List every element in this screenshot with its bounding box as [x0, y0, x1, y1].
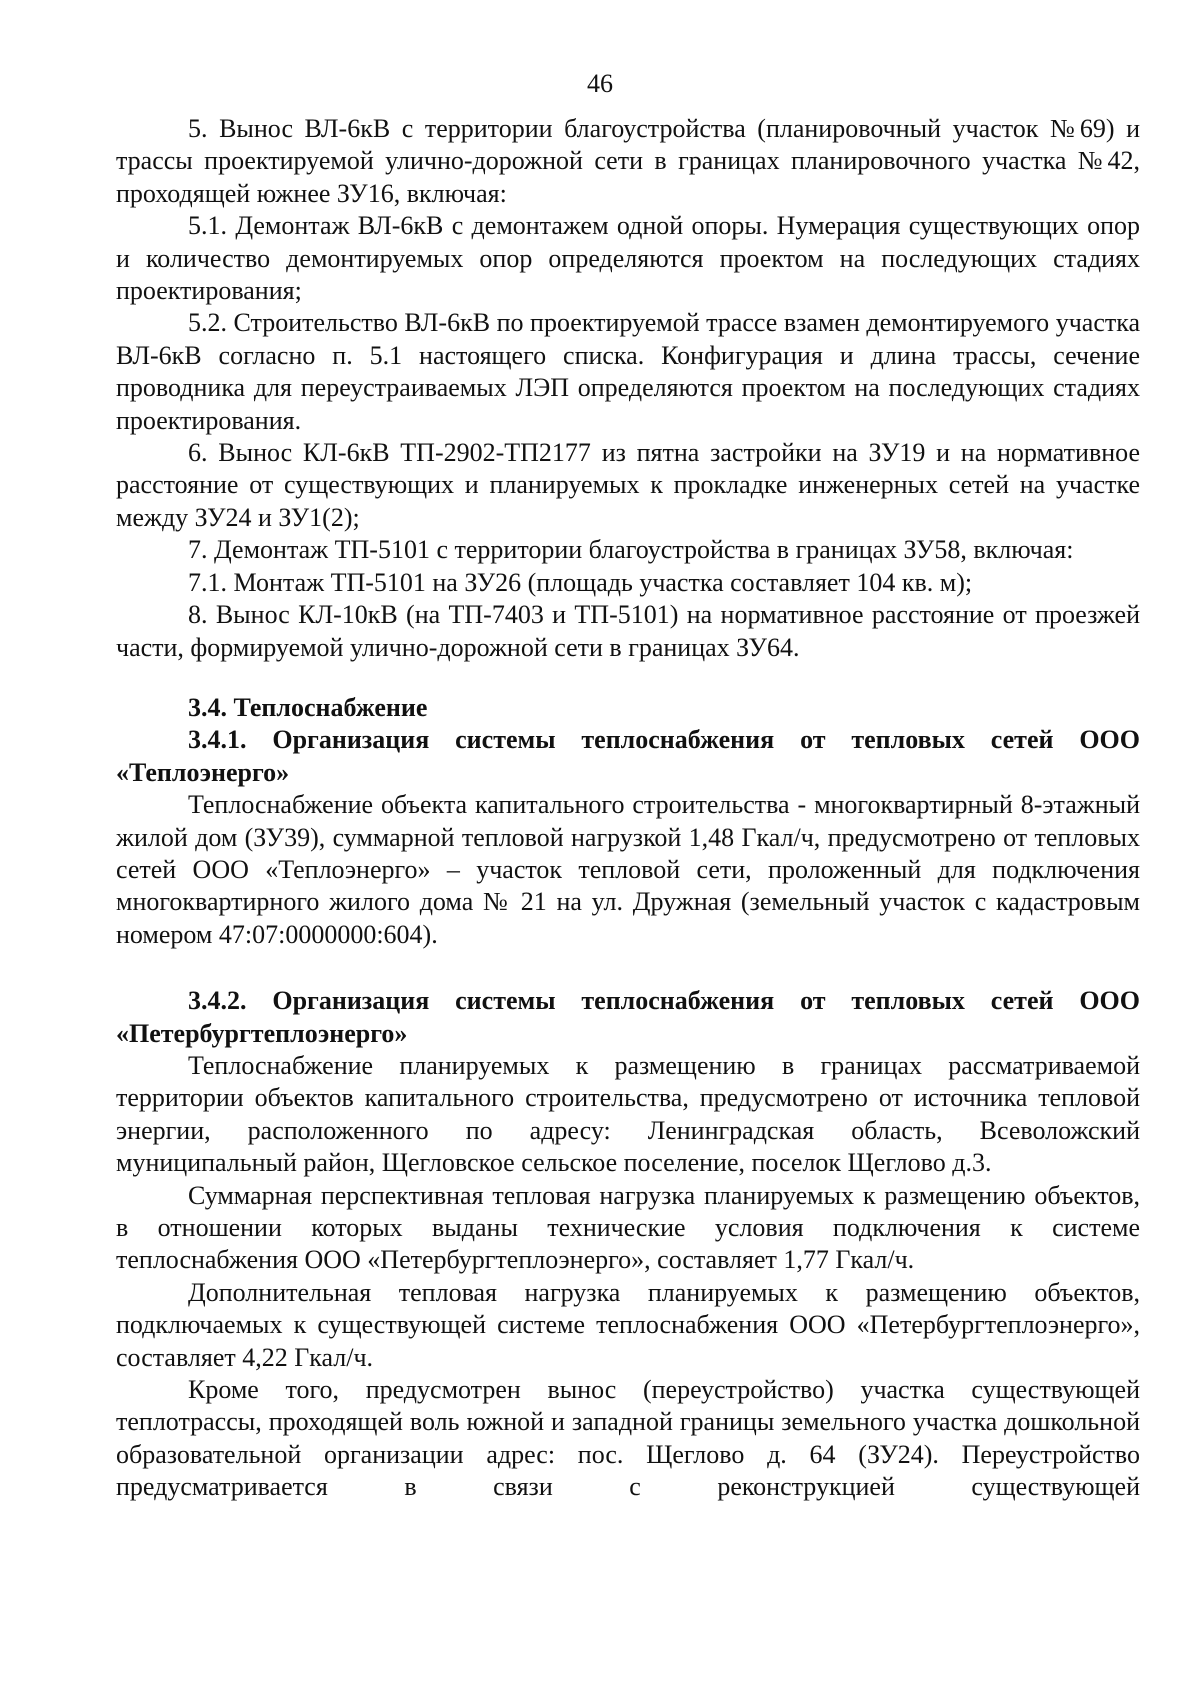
paragraph-item-7-1: 7.1. Монтаж ТП-5101 на ЗУ26 (площадь участка составляет 104 кв. м); — [188, 567, 973, 597]
subsection-heading-3-4-2: 3.4.2. Организация системы теплоснабжения от тепловых сетей ООО «Петербургтеплоэнерго» — [116, 986, 1140, 1048]
paragraph-item-5-2: 5.2. Строительство ВЛ-6кВ по проектируемой трассе взамен демонтируемого участка ВЛ-6кВ согласно п. 5.1 настоящего списка. Конфигурация и длина трассы, сечение проводника для переустраиваемых ЛЭП определяются проектом на последующих стадиях проектирования. — [116, 308, 1140, 435]
section-heading-3-4: 3.4. Теплоснабжение — [188, 692, 428, 722]
paragraph-item-8: 8. Вынос КЛ-10кВ (на ТП-7403 и ТП-5101) на нормативное расстояние от проезжей части, формируемой улично-дорожной сети в границах ЗУ64. — [116, 600, 1140, 662]
paragraph-3-4-2-text-4: Кроме того, предусмотрен вынос (переустройство) участка существующей теплотрассы, проходящей воль южной и западной границы земельного участка дошкольной образовательной организации адрес: пос. Щеглово д. 64 (ЗУ24). Переустройство предусматривается в связи с реконструкцией существующей — [116, 1375, 1140, 1502]
page-content — [116, 113, 1140, 1504]
spacer — [116, 664, 1140, 692]
paragraph-3-4-1-text: Теплоснабжение объекта капитального строительства - многоквартирный 8-этажный жилой дом (ЗУ39), суммарной тепловой нагрузкой 1,48 Гкал/ч, предусмотрено от тепловых сетей ООО «Теплоэнерго» – участок тепловой сети, проложенный для подключения многоквартирного жилого дома № 21 на ул. Дружная (земельный участок с кадастровым номером 47:07:0000000:604). — [116, 790, 1140, 949]
paragraph-3-4-2-text-3: Дополнительная тепловая нагрузка планируемых к размещению объектов, подключаемых к существующей системе теплоснабжения ООО «Петербургтеплоэнерго», составляет 4,22 Гкал/ч. — [116, 1277, 1140, 1372]
paragraph-item-6: 6. Вынос КЛ-6кВ ТП-2902-ТП2177 из пятна застройки на ЗУ19 и на нормативное расстояние от существующих и планируемых к прокладке инженерных сетей на участке между ЗУ24 и ЗУ1(2); — [116, 438, 1140, 532]
paragraph-3-4-2-text-1: Теплоснабжение планируемых к размещению в границах рассматриваемой территории объектов капитального строительства, предусмотрено от источника тепловой энергии, расположенного по адресу: Ленинградская область, Всеволожский муниципальный район, Щегловское сельское поселение, поселок Щеглово д.3. — [116, 1050, 1140, 1178]
spacer — [116, 951, 1140, 985]
paragraph-item-5-1: 5.1. Демонтаж ВЛ-6кВ с демонтажем одной опоры. Нумерация существующих опор и количество демонтируемых опор определяются проектом на последующих стадиях проектирования; — [116, 211, 1140, 306]
page-number: 46 — [587, 69, 613, 98]
paragraph-item-5: 5. Вынос ВЛ-6кВ с территории благоустройства (планировочный участок №69) и трассы проектируемой улично-дорожной сети в границах планировочного участка №42, проходящей южнее ЗУ16, включая: — [116, 114, 1140, 208]
paragraph-item-7: 7. Демонтаж ТП-5101 с территории благоустройства в границах ЗУ58, включая: — [188, 535, 1074, 565]
subsection-heading-3-4-1: 3.4.1. Организация системы теплоснабжения от тепловых сетей ООО «Теплоэнерго» — [116, 725, 1140, 787]
paragraph-3-4-2-text-2: Суммарная перспективная тепловая нагрузка планируемых к размещению объектов, в отношении которых выданы технические условия подключения к системе теплоснабжения ООО «Петербургтеплоэнерго», составляет 1,77 Гкал/ч. — [116, 1180, 1140, 1275]
